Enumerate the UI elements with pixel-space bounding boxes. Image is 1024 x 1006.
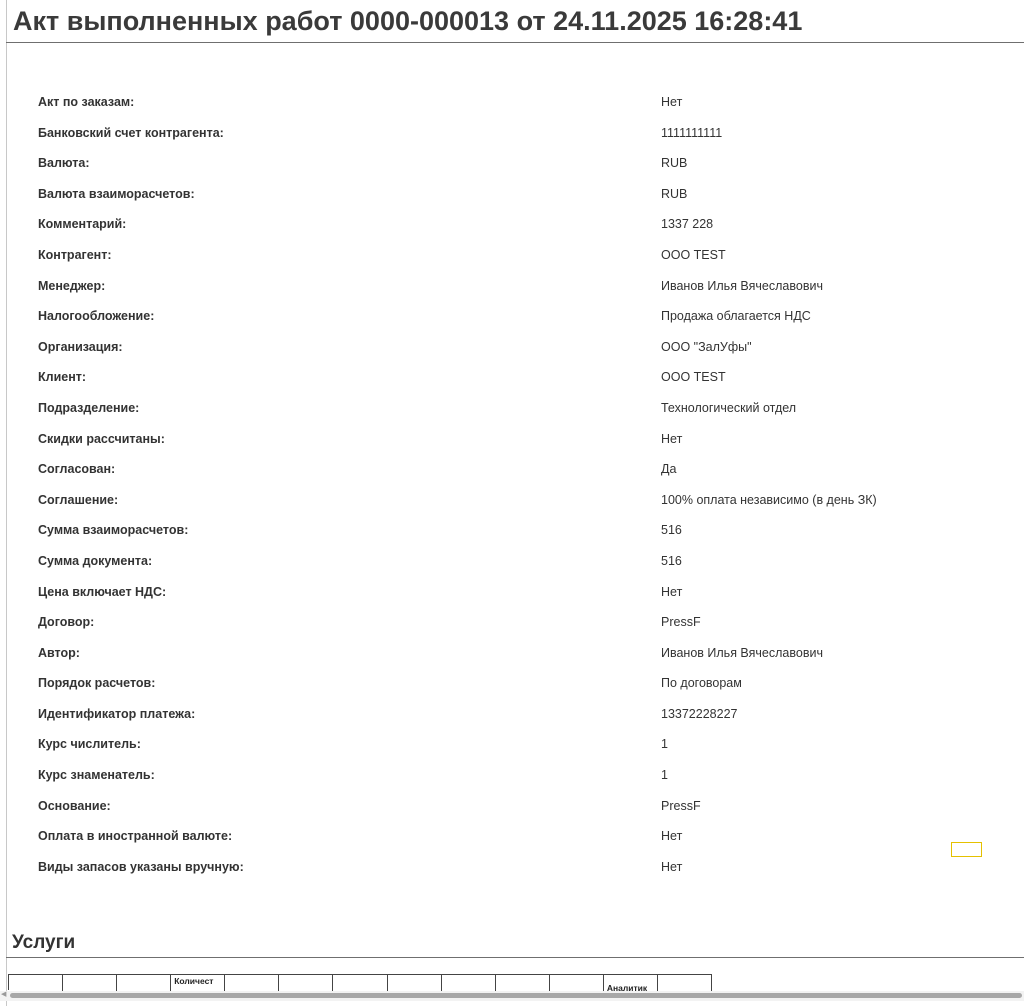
property-row [38, 515, 998, 546]
property-value[interactable]: Нет [661, 859, 683, 874]
property-label: Договор: [38, 615, 95, 630]
table-header-cell[interactable] [658, 975, 712, 991]
property-label: Налогообложение: [38, 309, 155, 324]
property-row [38, 424, 998, 455]
property-row [38, 760, 998, 791]
highlight-box[interactable] [951, 842, 982, 857]
property-row [38, 301, 998, 332]
property-row [38, 271, 998, 302]
property-value[interactable]: 516 [661, 523, 682, 538]
property-value[interactable]: PressF [661, 615, 701, 630]
property-label: Организация: [38, 339, 123, 354]
table-header-cell[interactable]: Количест [171, 975, 225, 991]
table-header-cell[interactable]: Аналитик [604, 975, 658, 991]
property-value[interactable]: RUB [661, 186, 688, 201]
property-label: Курс знаменатель: [38, 768, 155, 783]
property-label: Контрагент: [38, 247, 112, 262]
property-row [38, 485, 998, 516]
property-row [38, 87, 998, 118]
property-row [38, 546, 998, 577]
property-label: Автор: [38, 645, 80, 660]
property-value[interactable]: PressF [661, 798, 701, 813]
property-value[interactable]: Иванов Илья Вячеславович [661, 645, 823, 660]
property-row [38, 852, 998, 883]
property-value[interactable]: 13372228227 [661, 706, 738, 721]
property-row [38, 393, 998, 424]
property-label: Цена включает НДС: [38, 584, 167, 599]
table-header-cell[interactable] [496, 975, 550, 991]
property-value[interactable]: Нет [661, 431, 683, 446]
property-label: Акт по заказам: [38, 95, 135, 109]
property-value[interactable]: Нет [661, 829, 683, 844]
title-divider [6, 42, 1024, 43]
property-label: Идентификатор платежа: [38, 706, 196, 721]
property-label: Клиент: [38, 370, 87, 385]
property-value[interactable]: 516 [661, 553, 682, 568]
property-label: Основание: [38, 798, 111, 813]
property-value[interactable]: Нет [661, 584, 683, 599]
property-value[interactable]: Технологический отдел [661, 400, 797, 415]
property-label: Валюта: [38, 156, 90, 171]
property-row [38, 821, 998, 852]
document-title: Акт выполненных работ 0000-000013 от 24.11.2025 16:28:41 [13, 6, 803, 36]
property-label: Сумма взаиморасчетов: [38, 523, 189, 538]
property-value[interactable]: 1337 228 [661, 217, 714, 232]
property-label: Банковский счет контрагента: [38, 125, 224, 140]
property-row [38, 332, 998, 363]
properties-list [38, 87, 998, 882]
table-header-cell[interactable] [550, 975, 604, 991]
property-label: Виды запасов указаны вручную: [38, 859, 244, 874]
property-row [38, 729, 998, 760]
table-header-cell[interactable] [442, 975, 496, 991]
property-row [38, 179, 998, 210]
property-row [38, 362, 998, 393]
horizontal-scrollbar[interactable] [0, 991, 1024, 1001]
scrollbar-thumb[interactable] [10, 993, 1022, 998]
property-row [38, 240, 998, 271]
property-value[interactable]: RUB [661, 156, 688, 171]
table-header-cell[interactable] [117, 975, 171, 991]
property-label: Подразделение: [38, 400, 140, 415]
property-row [38, 668, 998, 699]
property-value[interactable]: 1111111111 [661, 125, 723, 140]
property-value[interactable]: 1 [661, 768, 668, 783]
property-row [38, 699, 998, 730]
property-label: Согласован: [38, 462, 116, 477]
property-value[interactable]: Иванов Илья Вячеславович [661, 278, 823, 293]
property-value[interactable]: Нет [661, 95, 683, 109]
services-divider [6, 957, 1024, 958]
property-row [38, 454, 998, 485]
property-row [38, 118, 998, 149]
property-row [38, 209, 998, 240]
property-label: Менеджер: [38, 278, 106, 293]
property-value[interactable]: 100% оплата независимо (в день ЗК) [661, 492, 877, 507]
property-row [38, 148, 998, 179]
property-label: Сумма документа: [38, 553, 153, 568]
property-row [38, 638, 998, 669]
property-value[interactable]: Продажа облагается НДС [661, 309, 811, 324]
property-row [38, 791, 998, 822]
table-header-cell[interactable] [63, 975, 117, 991]
property-value[interactable]: 1 [661, 737, 668, 752]
property-value[interactable]: ООО "ЗалУфы" [661, 339, 752, 354]
property-label: Комментарий: [38, 217, 127, 232]
scroll-left-icon[interactable]: ◀ [1, 991, 7, 998]
table-header-cell[interactable] [279, 975, 333, 991]
table-header-cell[interactable] [388, 975, 442, 991]
property-value[interactable]: ООО TEST [661, 247, 726, 262]
services-section-title: Услуги [12, 932, 76, 953]
property-row [38, 607, 998, 638]
property-label: Курс числитель: [38, 737, 141, 752]
services-table-header [8, 974, 712, 990]
table-header-cell[interactable] [225, 975, 279, 991]
property-value[interactable]: Да [661, 462, 677, 477]
property-label: Соглашение: [38, 492, 119, 507]
property-value[interactable]: ООО TEST [661, 370, 726, 385]
property-label: Скидки рассчитаны: [38, 431, 165, 446]
property-label: Оплата в иностранной валюте: [38, 829, 233, 844]
table-header-cell[interactable] [333, 975, 387, 991]
table-header-cell[interactable] [9, 975, 63, 991]
property-value[interactable]: По договорам [661, 676, 742, 691]
property-label: Валюта взаиморасчетов: [38, 186, 195, 201]
property-label: Порядок расчетов: [38, 676, 156, 691]
property-row [38, 577, 998, 608]
